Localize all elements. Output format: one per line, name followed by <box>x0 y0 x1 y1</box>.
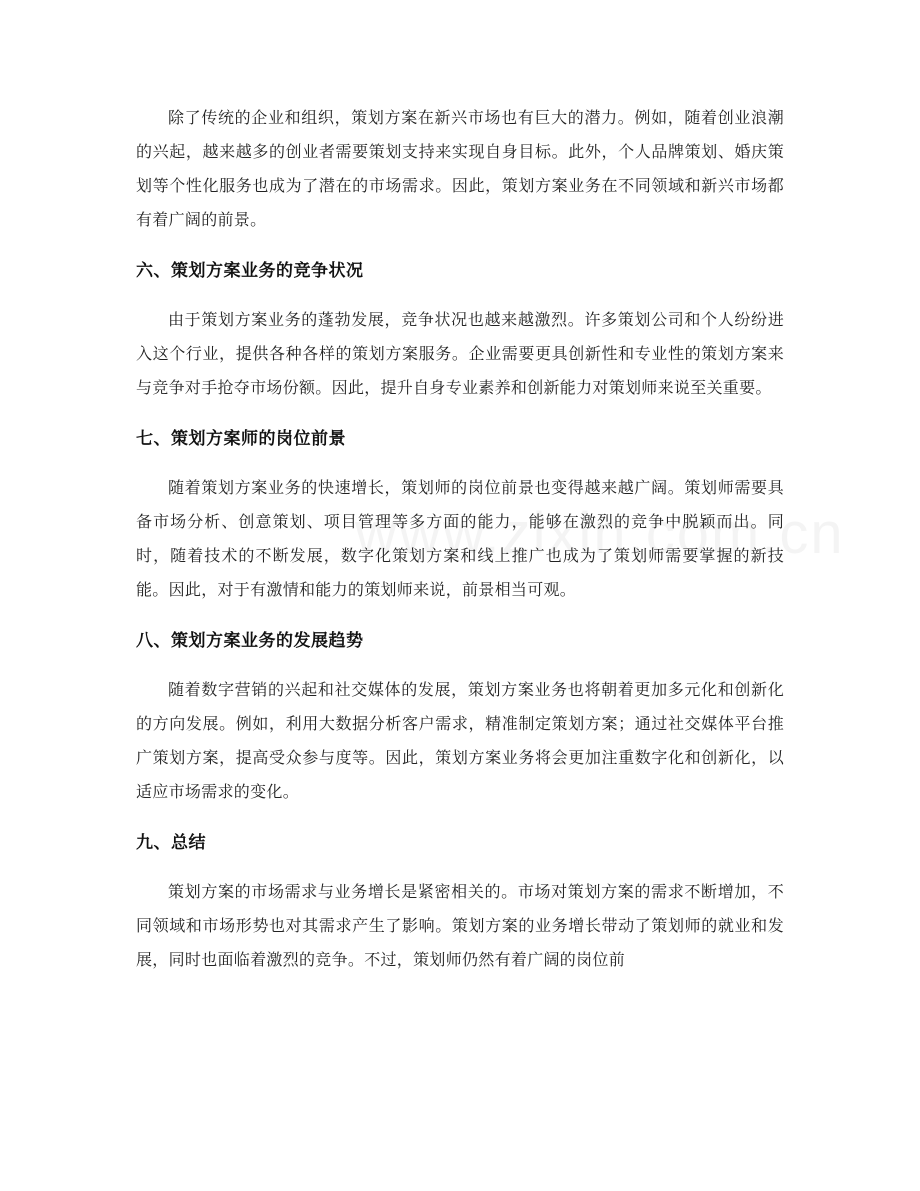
heading-section-9: 九、总结 <box>136 833 206 853</box>
heading-section-8: 八、策划方案业务的发展趋势 <box>136 631 364 651</box>
paragraph-section-6: 由于策划方案业务的蓬勃发展，竞争状况也越来越激烈。许多策划公司和个人纷纷进入这个行业，提供各种各样的策划方案服务。企业需要更具创新性和专业性的策划方案来与竞争对手抢夺市场份额。因此，提升自身专业素养和创新能力对策划师来说至关重要。 <box>136 310 784 397</box>
paragraph-intro: 除了传统的企业和组织，策划方案在新兴市场也有巨大的潜力。例如，随着创业浪潮的兴起，越来越多的创业者需要策划支持来实现自身目标。此外，个人品牌策划、婚庆策划等个性化服务也成为了潜在的市场需求。因此，策划方案业务在不同领域和新兴市场都有着广阔的前景。 <box>136 108 784 229</box>
document-body <box>136 101 784 977</box>
heading-section-7: 七、策划方案师的岗位前景 <box>136 429 346 449</box>
paragraph-section-7: 随着策划方案业务的快速增长，策划师的岗位前景也变得越来越广阔。策划师需要具备市场分析、创意策划、项目管理等多方面的能力，能够在激烈的竞争中脱颖而出。同时，随着技术的不断发展，数字化策划方案和线上推广也成为了策划师需要掌握的新技能。因此，对于有激情和能力的策划师来说，前景相当可观。 <box>136 478 784 599</box>
paragraph-section-9: 策划方案的市场需求与业务增长是紧密相关的。市场对策划方案的需求不断增加，不同领域和市场形势也对其需求产生了影响。策划方案的业务增长带动了策划师的就业和发展，同时也面临着激烈的竞争。不过，策划师仍然有着广阔的岗位前 <box>136 882 784 969</box>
heading-section-6: 六、策划方案业务的竞争状况 <box>136 261 364 281</box>
paragraph-section-8: 随着数字营销的兴起和社交媒体的发展，策划方案业务也将朝着更加多元化和创新化的方向发展。例如，利用大数据分析客户需求，精准制定策划方案；通过社交媒体平台推广策划方案，提高受众参与度等。因此，策划方案业务将会更加注重数字化和创新化，以适应市场需求的变化。 <box>136 680 784 801</box>
